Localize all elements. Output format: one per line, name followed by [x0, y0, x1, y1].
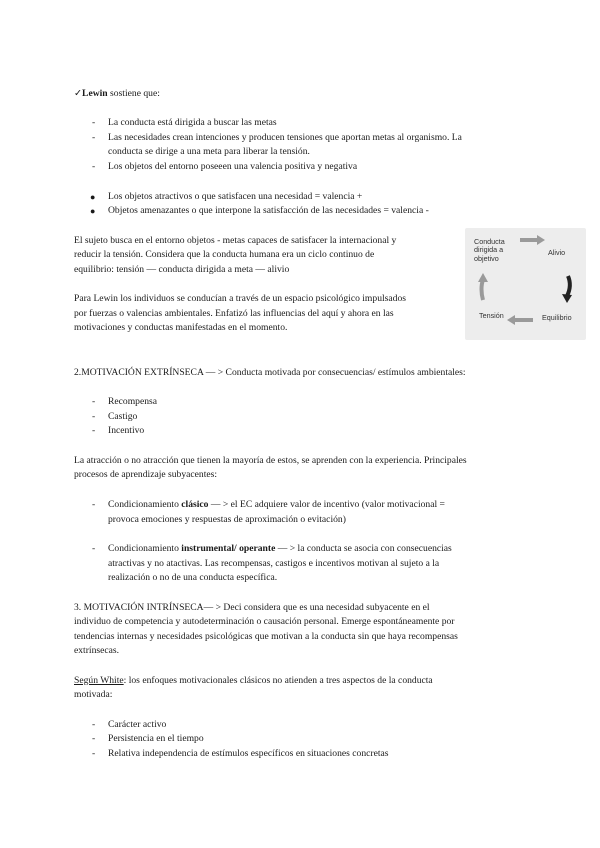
list-item: La conducta está dirigida a buscar las metas: [108, 117, 277, 128]
list-item: Objetos amenazantes o que interpone la satisfacción de las necesidades = valencia -: [108, 205, 429, 216]
arrowhead-icon: [478, 273, 488, 282]
section2-heading: 2.MOTIVACIÓN EXTRÍNSECA — > Conducta motivada por consecuencias/ estímulos ambientales:: [74, 367, 466, 378]
list-item: Los objetos del entorno poseeen una valencia positiva y negativa: [108, 161, 358, 172]
check-icon: ✓: [74, 88, 83, 99]
dot-bullet: ●: [90, 206, 96, 216]
arrow-down-icon: [567, 276, 570, 296]
dash-bullet: -: [92, 733, 96, 744]
dash-bullet: -: [92, 543, 96, 554]
section3-heading: 3. MOTIVACIÓN INTRÍNSECA— > Deci considera que es una necesidad subyacente en el: [74, 602, 430, 613]
arrowhead-icon: [507, 315, 515, 325]
paragraph-line: tendencias internas y necesidades psicológicas que motivan a la conducta sin que haya recompensas: [74, 631, 458, 642]
list-item: Los objetos atractivos o que satisfacen una necesidad = valencia +: [108, 191, 363, 202]
list-item: Las necesidades crean intenciones y producen tensiones que aportan metas al organismo. La: [108, 132, 462, 143]
list-item: Relativa independencia de estímulos específicos en situaciones concretas: [108, 748, 389, 759]
list-item-continuation: provoca emociones y respuestas de aproximación o evitación): [108, 514, 346, 525]
lewin-intro: [74, 87, 160, 102]
paragraph-line: reducir la tensión. Considera que la conducta humana era un ciclo continuo de: [74, 249, 375, 260]
arrowhead-icon: [562, 294, 572, 303]
lewin-intro-rest: sostiene que:: [107, 88, 160, 99]
dash-bullet: -: [92, 411, 96, 422]
arrow-up-icon: [482, 280, 484, 300]
cycle-diagram: [465, 228, 586, 340]
list-item-continuation: realización o no de una conducta específica.: [108, 572, 278, 583]
paragraph-line: La atracción o no atracción que tienen la mayoría de estos, se aprenden con la experiencia. Principales: [74, 455, 467, 466]
dash-bullet: -: [92, 719, 96, 730]
dash-bullet: -: [92, 499, 96, 510]
paragraph-line: por fuerzas o valencias ambientales. Enfatizó las influencias del aquí y ahora en las: [74, 308, 394, 319]
paragraph-line: extrínsecas.: [74, 645, 120, 656]
dot-bullet: ●: [90, 192, 96, 202]
operant-conditioning: Condicionamiento instrumental/ operante — > la conducta se asocia con consecuencias: [108, 543, 452, 554]
diagram-label-equilibrio: Equilibrio: [542, 313, 572, 322]
paragraph-line: motivaciones y conductas manifestadas en el momento.: [74, 322, 288, 333]
paragraph-line: El sujeto busca en el entorno objetos - metas capaces de satisfacer la internacional y: [74, 235, 397, 246]
dash-bullet: -: [92, 425, 96, 436]
dash-bullet: -: [92, 748, 96, 759]
paragraph-line: individuo de competencia y autodeterminación o causación personal. Emerge espontáneamente por: [74, 616, 455, 627]
diagram-label-conducta: Conducta dirigida a objetivo: [474, 237, 505, 263]
list-item: Incentivo: [108, 425, 145, 436]
list-item-continuation: atractivas y no atactivas. Las recompensas, castigos e incentivos motivan al sujeto a la: [108, 558, 440, 569]
white-paragraph: Según White: los enfoques motivacionales clásicos no atienden a tres aspectos de la conducta: [74, 675, 433, 686]
classic-conditioning: Condicionamiento clásico — > el EC adquiere valor de incentivo (valor motivacional =: [108, 499, 445, 510]
list-item: Recompensa: [108, 396, 158, 407]
list-item-continuation: conducta se dirige a una meta para liberar la tensión.: [108, 146, 310, 157]
list-item: Castigo: [108, 411, 138, 422]
arrowhead-icon: [537, 235, 545, 245]
list-item: Persistencia en el tiempo: [108, 733, 204, 744]
dash-bullet: -: [92, 117, 96, 128]
paragraph-line: procesos de aprendizaje subyacentes:: [74, 469, 218, 480]
lewin-name: Lewin: [82, 88, 108, 99]
diagram-label-alivio: Alivio: [548, 248, 566, 257]
paragraph-line: Para Lewin los individuos se conducían a través de un espacio psicológico impulsados: [74, 293, 406, 304]
dash-bullet: -: [92, 396, 96, 407]
paragraph-line: equilibrio: tensión — conducta dirigida a meta — alivio: [74, 264, 290, 275]
diagram-label-tension: Tensión: [479, 311, 504, 320]
dash-bullet: -: [92, 161, 96, 172]
list-item: Carácter activo: [108, 719, 167, 730]
dash-bullet: -: [92, 132, 96, 143]
paragraph-line: motivada:: [74, 689, 113, 700]
